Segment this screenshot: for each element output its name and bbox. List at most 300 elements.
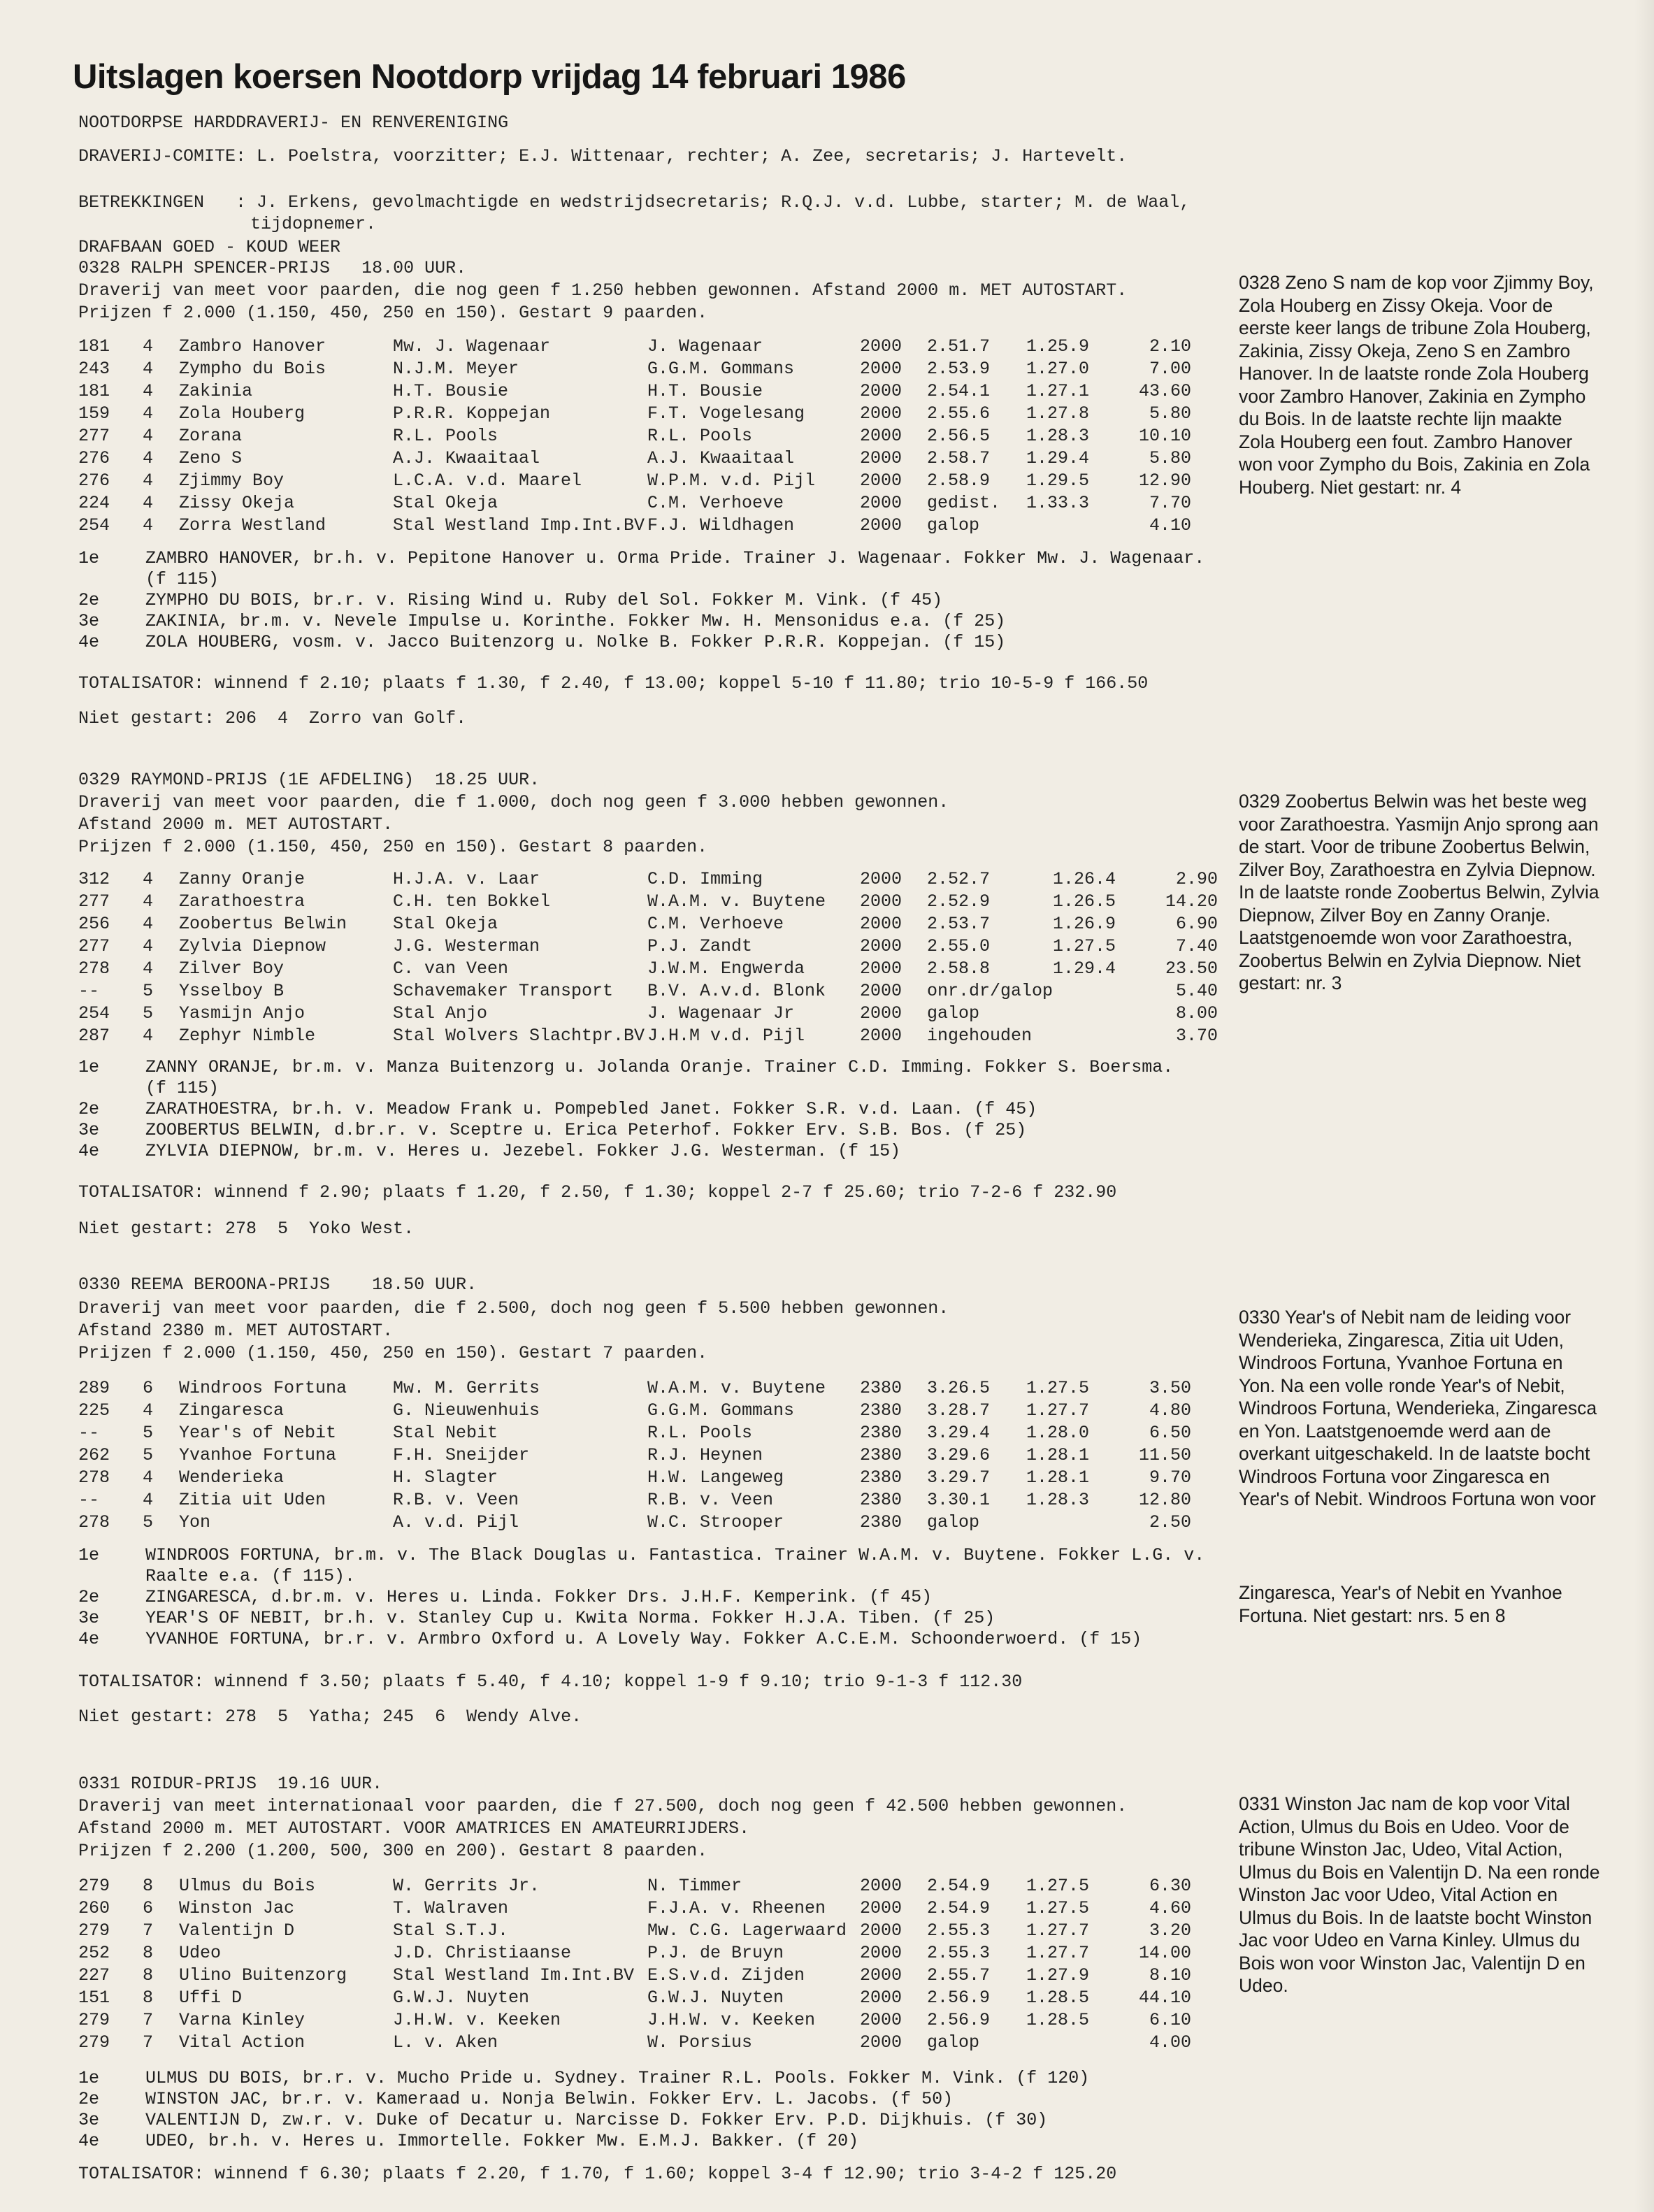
paard-cell: Year's of Nebit: [179, 1423, 337, 1443]
kilometertijd-cell: [1053, 1025, 1158, 1047]
tote-cell: 9.70: [1149, 1467, 1191, 1488]
leeftijd-cell: 6: [143, 1378, 154, 1398]
paard-cell: Ysselboy B: [179, 981, 285, 1001]
race-commentary: 0329 Zoobertus Belwin was het beste weg voor Zarathoestra. Yasmijn Anjo sprong aan de start. Voor de tribune Zoobertus Belwin, Zilver Boy, Zarathoestra en Zylvia Diepnow. In de laatste ronde Zoobertus Belwin, Zylvia Diepnow, Zilver Boy en Zanny Oranje. Laatstgenoemde won voor Zarathoestra, Zoobertus Belwin en Zylvia Diepnow. Niet gestart: nr. 3: [1239, 791, 1599, 993]
afstand-cell: 2000: [860, 936, 902, 956]
placing-row: [78, 2089, 1334, 2110]
tote-cell: 14.20: [1165, 891, 1218, 912]
afstand-cell: 2380: [860, 1423, 902, 1443]
eigenaar-cell: H.J.A. v. Laar: [393, 869, 540, 889]
race-heading: 0331 ROIDUR-PRIJS 19.16 UUR.: [78, 1774, 383, 1794]
startnummer-cell: 252: [78, 1943, 110, 1963]
eigenaar-cell: J.H.W. v. Keeken: [393, 2010, 561, 2030]
leeftijd-cell: 8: [143, 1988, 154, 2008]
result-row: [78, 470, 1191, 492]
afstand-cell: 2000: [860, 2032, 902, 2053]
afstand-cell: 2000: [860, 914, 902, 934]
placing-text: ZOLA HOUBERG, vosm. v. Jacco Buitenzorg u. Nolke B. Fokker P.R.R. Koppejan. (f 15): [145, 632, 1006, 652]
pikeur-cell: P.J. Zandt: [647, 936, 753, 956]
tote-cell: 6.90: [1176, 914, 1218, 934]
leeftijd-cell: 4: [143, 1026, 154, 1046]
eigenaar-cell: Stal Westland Im.Int.BV: [393, 1965, 635, 1985]
tote-cell: 7.70: [1149, 493, 1191, 513]
placings: [78, 1057, 1334, 1162]
tijd-cell: galop: [927, 1003, 980, 1024]
result-row: [78, 1377, 1191, 1400]
placing-text: ZAMBRO HANOVER, br.h. v. Pepitone Hanover u. Orma Pride. Trainer J. Wagenaar. Fokker Mw. J. Wagenaar. (f 115): [145, 548, 1205, 589]
pikeur-cell: W.A.M. v. Buytene: [647, 1378, 826, 1398]
placing-text: ZYLVIA DIEPNOW, br.m. v. Heres u. Jezebel. Fokker J.G. Westerman. (f 15): [145, 1141, 901, 1161]
tote-cell: 8.00: [1176, 1003, 1218, 1024]
leeftijd-cell: 4: [143, 448, 154, 468]
race-commentary: 0331 Winston Jac nam de kop voor Vital Action, Ulmus du Bois en Udeo. Voor de tribune Winston Jac, Udeo, Vital Action, Ulmus du Bois en Valentijn D. Na een ronde Winston Jac voor Udeo, Vital Action en Ulmus du Bois. In de laatste bocht Winston Jac voor Udeo en Varna Kinley. Ulmus du Bois won voor Winston Jac, Valentijn D en Udeo.: [1239, 1793, 1600, 1996]
placing-position: 2e: [78, 1587, 100, 1607]
placing-text: ZAKINIA, br.m. v. Nevele Impulse u. Korinthe. Fokker Mw. H. Mensonidus e.a. (f 25): [145, 611, 1006, 631]
result-row: [78, 1467, 1191, 1489]
pikeur-cell: R.B. v. Veen: [647, 1490, 774, 1510]
placing-position: 1e: [78, 2068, 100, 2088]
result-row: [78, 425, 1191, 447]
tote-cell: 4.80: [1149, 1400, 1191, 1421]
startnummer-cell: 227: [78, 1965, 110, 1985]
afstand-cell: 2380: [860, 1400, 902, 1421]
org-name: NOOTDORPSE HARDDRAVERIJ- EN RENVERENIGING: [78, 113, 509, 133]
startnummer-cell: 287: [78, 1026, 110, 1046]
placing-row: [78, 1608, 1334, 1629]
kilometertijd-cell: 1.27.5: [1026, 1898, 1090, 1918]
result-row: [78, 1444, 1191, 1467]
paard-cell: Zorra Westland: [179, 515, 326, 536]
pikeur-cell: C.M. Verhoeve: [647, 493, 784, 513]
startnummer-cell: 256: [78, 914, 110, 934]
race-heading: 0329 RAYMOND-PRIJS (1E AFDELING) 18.25 UUR.: [78, 770, 540, 790]
kilometertijd-cell: 1.27.8: [1026, 403, 1090, 424]
tote-cell: 10.10: [1138, 426, 1191, 446]
afstand-cell: 2380: [860, 1490, 902, 1510]
afstand-cell: 2000: [860, 1965, 902, 1985]
tote-cell: 5.80: [1149, 448, 1191, 468]
tote-cell: 4.10: [1149, 515, 1191, 536]
startnummer-cell: 289: [78, 1378, 110, 1398]
result-row: [78, 2032, 1191, 2054]
tijd-cell: 2.56.9: [927, 1988, 991, 2008]
race-desc: Prijzen f 2.200 (1.200, 500, 300 en 200). Gestart 8 paarden.: [78, 1841, 708, 1861]
afstand-cell: 2000: [860, 426, 902, 446]
tote-cell: 43.60: [1138, 381, 1191, 401]
tijd-cell: 2.54.9: [927, 1898, 991, 1918]
result-row: [78, 2009, 1191, 2032]
race-desc: Prijzen f 2.000 (1.150, 450, 250 en 150). Gestart 9 paarden.: [78, 303, 708, 323]
eigenaar-cell: Stal Wolvers Slachtpr.BV: [393, 1026, 645, 1046]
tijd-cell: 2.55.0: [927, 936, 991, 956]
pikeur-cell: J.H.W. v. Keeken: [647, 2010, 816, 2030]
eigenaar-cell: R.L. Pools: [393, 426, 498, 446]
paard-cell: Windroos Fortuna: [179, 1378, 347, 1398]
placing-row: [78, 1057, 1334, 1099]
kilometertijd-cell: 1.27.7: [1026, 1943, 1090, 1963]
eigenaar-cell: L.C.A. v.d. Maarel: [393, 471, 582, 491]
startnummer-cell: 277: [78, 936, 110, 956]
afstand-cell: 2000: [860, 1943, 902, 1963]
tijd-cell: 2.55.3: [927, 1920, 991, 1941]
kilometertijd-cell: 1.28.3: [1026, 426, 1090, 446]
result-row: [78, 358, 1191, 380]
leeftijd-cell: 4: [143, 359, 154, 379]
tijd-cell: 2.53.7: [927, 914, 991, 934]
pikeur-cell: H.W. Langeweg: [647, 1467, 784, 1488]
paard-cell: Zilver Boy: [179, 958, 285, 979]
race-desc: Draverij van meet voor paarden, die f 1.000, doch nog geen f 3.000 hebben gewonnen.: [78, 792, 949, 812]
tote-cell: 2.50: [1149, 1512, 1191, 1532]
leeftijd-cell: 8: [143, 1965, 154, 1985]
placings: [78, 2068, 1334, 2152]
pikeur-cell: A.J. Kwaaitaal: [647, 448, 795, 468]
pikeur-cell: G.W.J. Nuyten: [647, 1988, 784, 2008]
tijd-cell: 3.28.7: [927, 1400, 991, 1421]
betrekkingen-line-2: tijdopnemer.: [250, 214, 377, 234]
tijd-cell: 2.56.9: [927, 2010, 991, 2030]
result-row: [78, 1511, 1191, 1534]
pikeur-cell: H.T. Bousie: [647, 381, 763, 401]
placing-row: [78, 1099, 1334, 1120]
eigenaar-cell: Stal Nebit: [393, 1423, 498, 1443]
leeftijd-cell: 4: [143, 336, 154, 357]
placing-row: [78, 2110, 1334, 2131]
paard-cell: Zarathoestra: [179, 891, 305, 912]
eigenaar-cell: G. Nieuwenhuis: [393, 1400, 540, 1421]
eigenaar-cell: C.H. ten Bokkel: [393, 891, 551, 912]
pikeur-cell: F.J. Wildhagen: [647, 515, 795, 536]
pikeur-cell: R.L. Pools: [647, 1423, 753, 1443]
result-row: [78, 1987, 1191, 2009]
eigenaar-cell: L. v. Aken: [393, 2032, 498, 2053]
leeftijd-cell: 4: [143, 891, 154, 912]
startnummer-cell: 279: [78, 1876, 110, 1896]
leeftijd-cell: 4: [143, 914, 154, 934]
leeftijd-cell: 4: [143, 471, 154, 491]
eigenaar-cell: J.D. Christiaanse: [393, 1943, 572, 1963]
afstand-cell: 2000: [860, 1898, 902, 1918]
result-row: [78, 1422, 1191, 1444]
leeftijd-cell: 4: [143, 515, 154, 536]
tijd-cell: gedist.: [927, 493, 1001, 513]
tijd-cell: 2.56.5: [927, 426, 991, 446]
startnummer-cell: 159: [78, 403, 110, 424]
kilometertijd-cell: [1026, 1511, 1131, 1534]
paard-cell: Zoobertus Belwin: [179, 914, 347, 934]
leeftijd-cell: 5: [143, 981, 154, 1001]
startnummer-cell: 260: [78, 1898, 110, 1918]
tijd-cell: 2.58.9: [927, 471, 991, 491]
startnummer-cell: 181: [78, 336, 110, 357]
eigenaar-cell: Stal S.T.J.: [393, 1920, 509, 1941]
afstand-cell: 2000: [860, 515, 902, 536]
afstand-cell: 2000: [860, 1876, 902, 1896]
pikeur-cell: F.T. Vogelesang: [647, 403, 805, 424]
placings: [78, 548, 1334, 653]
results-table: [78, 868, 1218, 1047]
tote-cell: 6.10: [1149, 2010, 1191, 2030]
leeftijd-cell: 4: [143, 936, 154, 956]
paard-cell: Zeno S: [179, 448, 243, 468]
totalisator: TOTALISATOR: winnend f 3.50; plaats f 5.40, f 4.10; koppel 1-9 f 9.10; trio 9-1-3 f 112.30: [78, 1672, 1023, 1692]
afstand-cell: 2000: [860, 869, 902, 889]
placing-text: ZOOBERTUS BELWIN, d.br.r. v. Sceptre u. Erica Peterhof. Fokker Erv. S.B. Bos. (f 25): [145, 1120, 1027, 1140]
startnummer-cell: 262: [78, 1445, 110, 1465]
pikeur-cell: J. Wagenaar Jr: [647, 1003, 795, 1024]
tijd-cell: 2.52.9: [927, 891, 991, 912]
placing-text: YVANHOE FORTUNA, br.r. v. Armbro Oxford u. A Lovely Way. Fokker A.C.E.M. Schoonderwoerd. (f 15): [145, 1629, 1142, 1649]
afstand-cell: 2000: [860, 1003, 902, 1024]
result-row: [78, 380, 1191, 403]
pikeur-cell: W. Porsius: [647, 2032, 753, 2053]
pikeur-cell: C.M. Verhoeve: [647, 914, 784, 934]
startnummer-cell: 312: [78, 869, 110, 889]
paard-cell: Yon: [179, 1512, 211, 1532]
pikeur-cell: B.V. A.v.d. Blonk: [647, 981, 826, 1001]
placing-row: [78, 1120, 1334, 1141]
afstand-cell: 2380: [860, 1445, 902, 1465]
pikeur-cell: F.J.A. v. Rheenen: [647, 1898, 826, 1918]
tijd-cell: 2.55.7: [927, 1965, 991, 1985]
startnummer-cell: 181: [78, 381, 110, 401]
startnummer-cell: 279: [78, 2010, 110, 2030]
leeftijd-cell: 4: [143, 869, 154, 889]
afstand-cell: 2000: [860, 381, 902, 401]
betrekkingen-line-1: BETREKKINGEN : J. Erkens, gevolmachtigde en wedstrijdsecretaris; R.Q.J. v.d. Lubbe, starter; M. de Waal,: [78, 192, 1191, 213]
result-row: [78, 891, 1218, 913]
eigenaar-cell: W. Gerrits Jr.: [393, 1876, 540, 1896]
paard-cell: Ulino Buitenzorg: [179, 1965, 347, 1985]
kilometertijd-cell: 1.33.3: [1026, 493, 1090, 513]
result-row: [78, 403, 1191, 425]
kilometertijd-cell: 1.28.1: [1026, 1445, 1090, 1465]
placing-row: [78, 2131, 1334, 2152]
startnummer-cell: 278: [78, 958, 110, 979]
paard-cell: Winston Jac: [179, 1898, 295, 1918]
kilometertijd-cell: [1053, 1003, 1158, 1025]
paard-cell: Zylvia Diepnow: [179, 936, 326, 956]
pikeur-cell: R.J. Heynen: [647, 1445, 763, 1465]
tijd-cell: 2.55.6: [927, 403, 991, 424]
tijd-cell: galop: [927, 2032, 980, 2053]
results-table: [78, 1875, 1191, 2054]
race-commentary: 0328 Zeno S nam de kop voor Zjimmy Boy, Zola Houberg en Zissy Okeja. Voor de eerste keer langs de tribune Zola Houberg, Zakinia, Zissy Okeja, Zeno S en Zambro Hanover. In de laatste ronde Zola Houberg voor Zambro Hanover, Zakinia en Zympho du Bois. In de laatste rechte lijn maakte Zola Houberg een fout. Zambro Hanover won voor Zympho du Bois, Zakinia en Zola Houberg. Niet gestart: nr. 4: [1239, 272, 1594, 498]
pikeur-cell: R.L. Pools: [647, 426, 753, 446]
tote-cell: 3.50: [1149, 1378, 1191, 1398]
startnummer-cell: --: [78, 1490, 100, 1510]
page-title: Uitslagen koersen Nootdorp vrijdag 14 februari 1986: [73, 58, 906, 96]
pikeur-cell: P.J. de Bruyn: [647, 1943, 784, 1963]
startnummer-cell: 278: [78, 1512, 110, 1532]
eigenaar-cell: H. Slagter: [393, 1467, 498, 1488]
eigenaar-cell: N.J.M. Meyer: [393, 359, 519, 379]
eigenaar-cell: J.G. Westerman: [393, 936, 540, 956]
eigenaar-cell: Mw. M. Gerrits: [393, 1378, 540, 1398]
startnummer-cell: --: [78, 1423, 100, 1443]
leeftijd-cell: 8: [143, 1943, 154, 1963]
pikeur-cell: C.D. Imming: [647, 869, 763, 889]
result-row: [78, 336, 1191, 358]
eigenaar-cell: G.W.J. Nuyten: [393, 1988, 530, 2008]
eigenaar-cell: Mw. J. Wagenaar: [393, 336, 551, 357]
race-desc: Draverij van meet voor paarden, die f 2.500, doch nog geen f 5.500 hebben gewonnen.: [78, 1298, 949, 1319]
placing-row: [78, 1141, 1334, 1162]
tote-cell: 4.60: [1149, 1898, 1191, 1918]
race-commentary-continued: Zingaresca, Year's of Nebit en Yvanhoe Fortuna. Niet gestart: nrs. 5 en 8: [1239, 1582, 1562, 1626]
race-desc: Afstand 2380 m. MET AUTOSTART.: [78, 1321, 394, 1341]
pikeur-cell: E.S.v.d. Zijden: [647, 1965, 805, 1985]
afstand-cell: 2000: [860, 981, 902, 1001]
result-row: [78, 980, 1218, 1003]
leeftijd-cell: 5: [143, 1423, 154, 1443]
pikeur-cell: Mw. C.G. Lagerwaard: [647, 1920, 847, 1941]
placing-position: 1e: [78, 1057, 100, 1077]
afstand-cell: 2000: [860, 359, 902, 379]
tote-cell: 2.90: [1176, 869, 1218, 889]
leeftijd-cell: 8: [143, 1876, 154, 1896]
race-heading: 0330 REEMA BEROONA-PRIJS 18.50 UUR.: [78, 1274, 477, 1295]
kilometertijd-cell: 1.26.4: [1053, 869, 1116, 889]
leeftijd-cell: 4: [143, 381, 154, 401]
tote-cell: 4.00: [1149, 2032, 1191, 2053]
leeftijd-cell: 7: [143, 2010, 154, 2030]
race-desc: Prijzen f 2.000 (1.150, 450, 250 en 150). Gestart 7 paarden.: [78, 1343, 708, 1363]
tijd-cell: 2.53.9: [927, 359, 991, 379]
leeftijd-cell: 4: [143, 1400, 154, 1421]
placing-position: 4e: [78, 1629, 100, 1649]
startnummer-cell: 254: [78, 515, 110, 536]
startnummer-cell: 278: [78, 1467, 110, 1488]
kilometertijd-cell: 1.25.9: [1026, 336, 1090, 357]
kilometertijd-cell: 1.29.5: [1026, 471, 1090, 491]
eigenaar-cell: P.R.R. Koppejan: [393, 403, 551, 424]
tijd-cell: ingehouden: [927, 1026, 1033, 1046]
leeftijd-cell: 4: [143, 958, 154, 979]
eigenaar-cell: C. van Veen: [393, 958, 509, 979]
placing-position: 3e: [78, 1120, 100, 1140]
niet-gestart: Niet gestart: 278 5 Yoko West.: [78, 1219, 415, 1239]
tijd-cell: 2.58.8: [927, 958, 991, 979]
placing-row: [78, 632, 1334, 653]
race-desc: Afstand 2000 m. MET AUTOSTART.: [78, 814, 394, 835]
pikeur-cell: W.C. Strooper: [647, 1512, 784, 1532]
baan-line: DRAFBAAN GOED - KOUD WEER: [78, 237, 341, 257]
results-table: [78, 1377, 1191, 1534]
afstand-cell: 2000: [860, 493, 902, 513]
tijd-cell: 2.51.7: [927, 336, 991, 357]
afstand-cell: 2000: [860, 1026, 902, 1046]
tote-cell: 11.50: [1138, 1445, 1191, 1465]
placing-text: ZYMPHO DU BOIS, br.r. v. Rising Wind u. Ruby del Sol. Fokker M. Vink. (f 45): [145, 590, 943, 610]
paard-cell: Yasmijn Anjo: [179, 1003, 305, 1024]
paard-cell: Valentijn D: [179, 1920, 295, 1941]
placing-row: [78, 1587, 1334, 1608]
startnummer-cell: 243: [78, 359, 110, 379]
startnummer-cell: 277: [78, 426, 110, 446]
afstand-cell: 2000: [860, 1920, 902, 1941]
page-edge-shadow: [1634, 0, 1654, 2212]
leeftijd-cell: 4: [143, 426, 154, 446]
comite-line: DRAVERIJ-COMITE: L. Poelstra, voorzitter; E.J. Wittenaar, rechter; A. Zee, secretaris; J. Hartevelt.: [78, 146, 1128, 166]
leeftijd-cell: 5: [143, 1003, 154, 1024]
result-row: [78, 1025, 1218, 1047]
paard-cell: Zjimmy Boy: [179, 471, 285, 491]
placing-text: ZARATHOESTRA, br.h. v. Meadow Frank u. Pompebled Janet. Fokker S.R. v.d. Laan. (f 45): [145, 1099, 1037, 1119]
tote-cell: 3.70: [1176, 1026, 1218, 1046]
afstand-cell: 2000: [860, 336, 902, 357]
placing-row: [78, 590, 1334, 611]
tote-cell: 5.80: [1149, 403, 1191, 424]
placing-position: 1e: [78, 548, 100, 568]
placing-position: 3e: [78, 1608, 100, 1628]
placing-row: [78, 1545, 1334, 1587]
placing-position: 4e: [78, 2131, 100, 2151]
tote-cell: 12.80: [1138, 1490, 1191, 1510]
tote-cell: 8.10: [1149, 1965, 1191, 1985]
kilometertijd-cell: 1.27.9: [1026, 1965, 1090, 1985]
result-row: [78, 1489, 1191, 1511]
race-heading: 0328 RALPH SPENCER-PRIJS 18.00 UUR.: [78, 258, 467, 278]
tote-cell: 6.30: [1149, 1876, 1191, 1896]
startnummer-cell: 276: [78, 471, 110, 491]
result-row: [78, 447, 1191, 470]
paard-cell: Zanny Oranje: [179, 869, 305, 889]
paard-cell: Zingaresca: [179, 1400, 285, 1421]
result-row: [78, 1942, 1191, 1965]
paard-cell: Vital Action: [179, 2032, 305, 2053]
tijd-cell: 2.55.3: [927, 1943, 991, 1963]
kilometertijd-cell: 1.27.0: [1026, 359, 1090, 379]
result-row: [78, 935, 1218, 958]
afstand-cell: 2000: [860, 448, 902, 468]
totalisator: TOTALISATOR: winnend f 2.10; plaats f 1.30, f 2.40, f 13.00; koppel 5-10 f 11.80; trio 10-5-9 f 166.50: [78, 673, 1149, 694]
placing-row: [78, 2068, 1334, 2089]
afstand-cell: 2000: [860, 403, 902, 424]
tijd-cell: 2.54.9: [927, 1876, 991, 1896]
paard-cell: Zympho du Bois: [179, 359, 326, 379]
eigenaar-cell: A. v.d. Pijl: [393, 1512, 519, 1532]
result-row: [78, 1875, 1191, 1897]
pikeur-cell: N. Timmer: [647, 1876, 742, 1896]
kilometertijd-cell: 1.29.4: [1053, 958, 1116, 979]
afstand-cell: 2380: [860, 1378, 902, 1398]
tote-cell: 44.10: [1138, 1988, 1191, 2008]
tijd-cell: 3.29.7: [927, 1467, 991, 1488]
kilometertijd-cell: [1026, 2032, 1131, 2054]
paard-cell: Yvanhoe Fortuna: [179, 1445, 337, 1465]
kilometertijd-cell: 1.28.1: [1026, 1467, 1090, 1488]
placing-position: 2e: [78, 1099, 100, 1119]
startnummer-cell: 279: [78, 1920, 110, 1941]
kilometertijd-cell: 1.27.7: [1026, 1920, 1090, 1941]
totalisator: TOTALISATOR: winnend f 2.90; plaats f 1.20, f 2.50, f 1.30; koppel 2-7 f 25.60; trio 7-2-6 f 232.90: [78, 1182, 1117, 1202]
race-commentary: 0330 Year's of Nebit nam de leiding voor Wenderieka, Zingaresca, Zitia uit Uden, Windroos Fortuna, Yvanhoe Fortuna en Yon. Na een volle ronde Year's of Nebit, Windroos Fortuna, Wenderieka, Zingaresca en Yon. Laatstgenoemde werd aan de overkant uitgeschakeld. In de laatste bocht Windroos Fortuna voor Zingaresca en Year's of Nebit. Windroos Fortuna won voor: [1239, 1307, 1597, 1509]
afstand-cell: 2380: [860, 1467, 902, 1488]
eigenaar-cell: A.J. Kwaaitaal: [393, 448, 540, 468]
tijd-cell: 3.29.6: [927, 1445, 991, 1465]
totalisator: TOTALISATOR: winnend f 6.30; plaats f 2.20, f 1.70, f 1.60; koppel 3-4 f 12.90; trio 3-4-2 f 125.20: [78, 2164, 1117, 2184]
tijd-cell: galop: [927, 1512, 980, 1532]
tote-cell: 14.00: [1138, 1943, 1191, 1963]
result-row: [78, 515, 1191, 537]
placing-text: WINDROOS FORTUNA, br.m. v. The Black Douglas u. Fantastica. Trainer W.A.M. v. Buytene. Fokker L.G. v. Raalte e.a. (f 115).: [145, 1545, 1205, 1586]
placing-position: 2e: [78, 2089, 100, 2109]
afstand-cell: 2000: [860, 2010, 902, 2030]
startnummer-cell: 151: [78, 1988, 110, 2008]
placings: [78, 1545, 1334, 1650]
leeftijd-cell: 5: [143, 1445, 154, 1465]
